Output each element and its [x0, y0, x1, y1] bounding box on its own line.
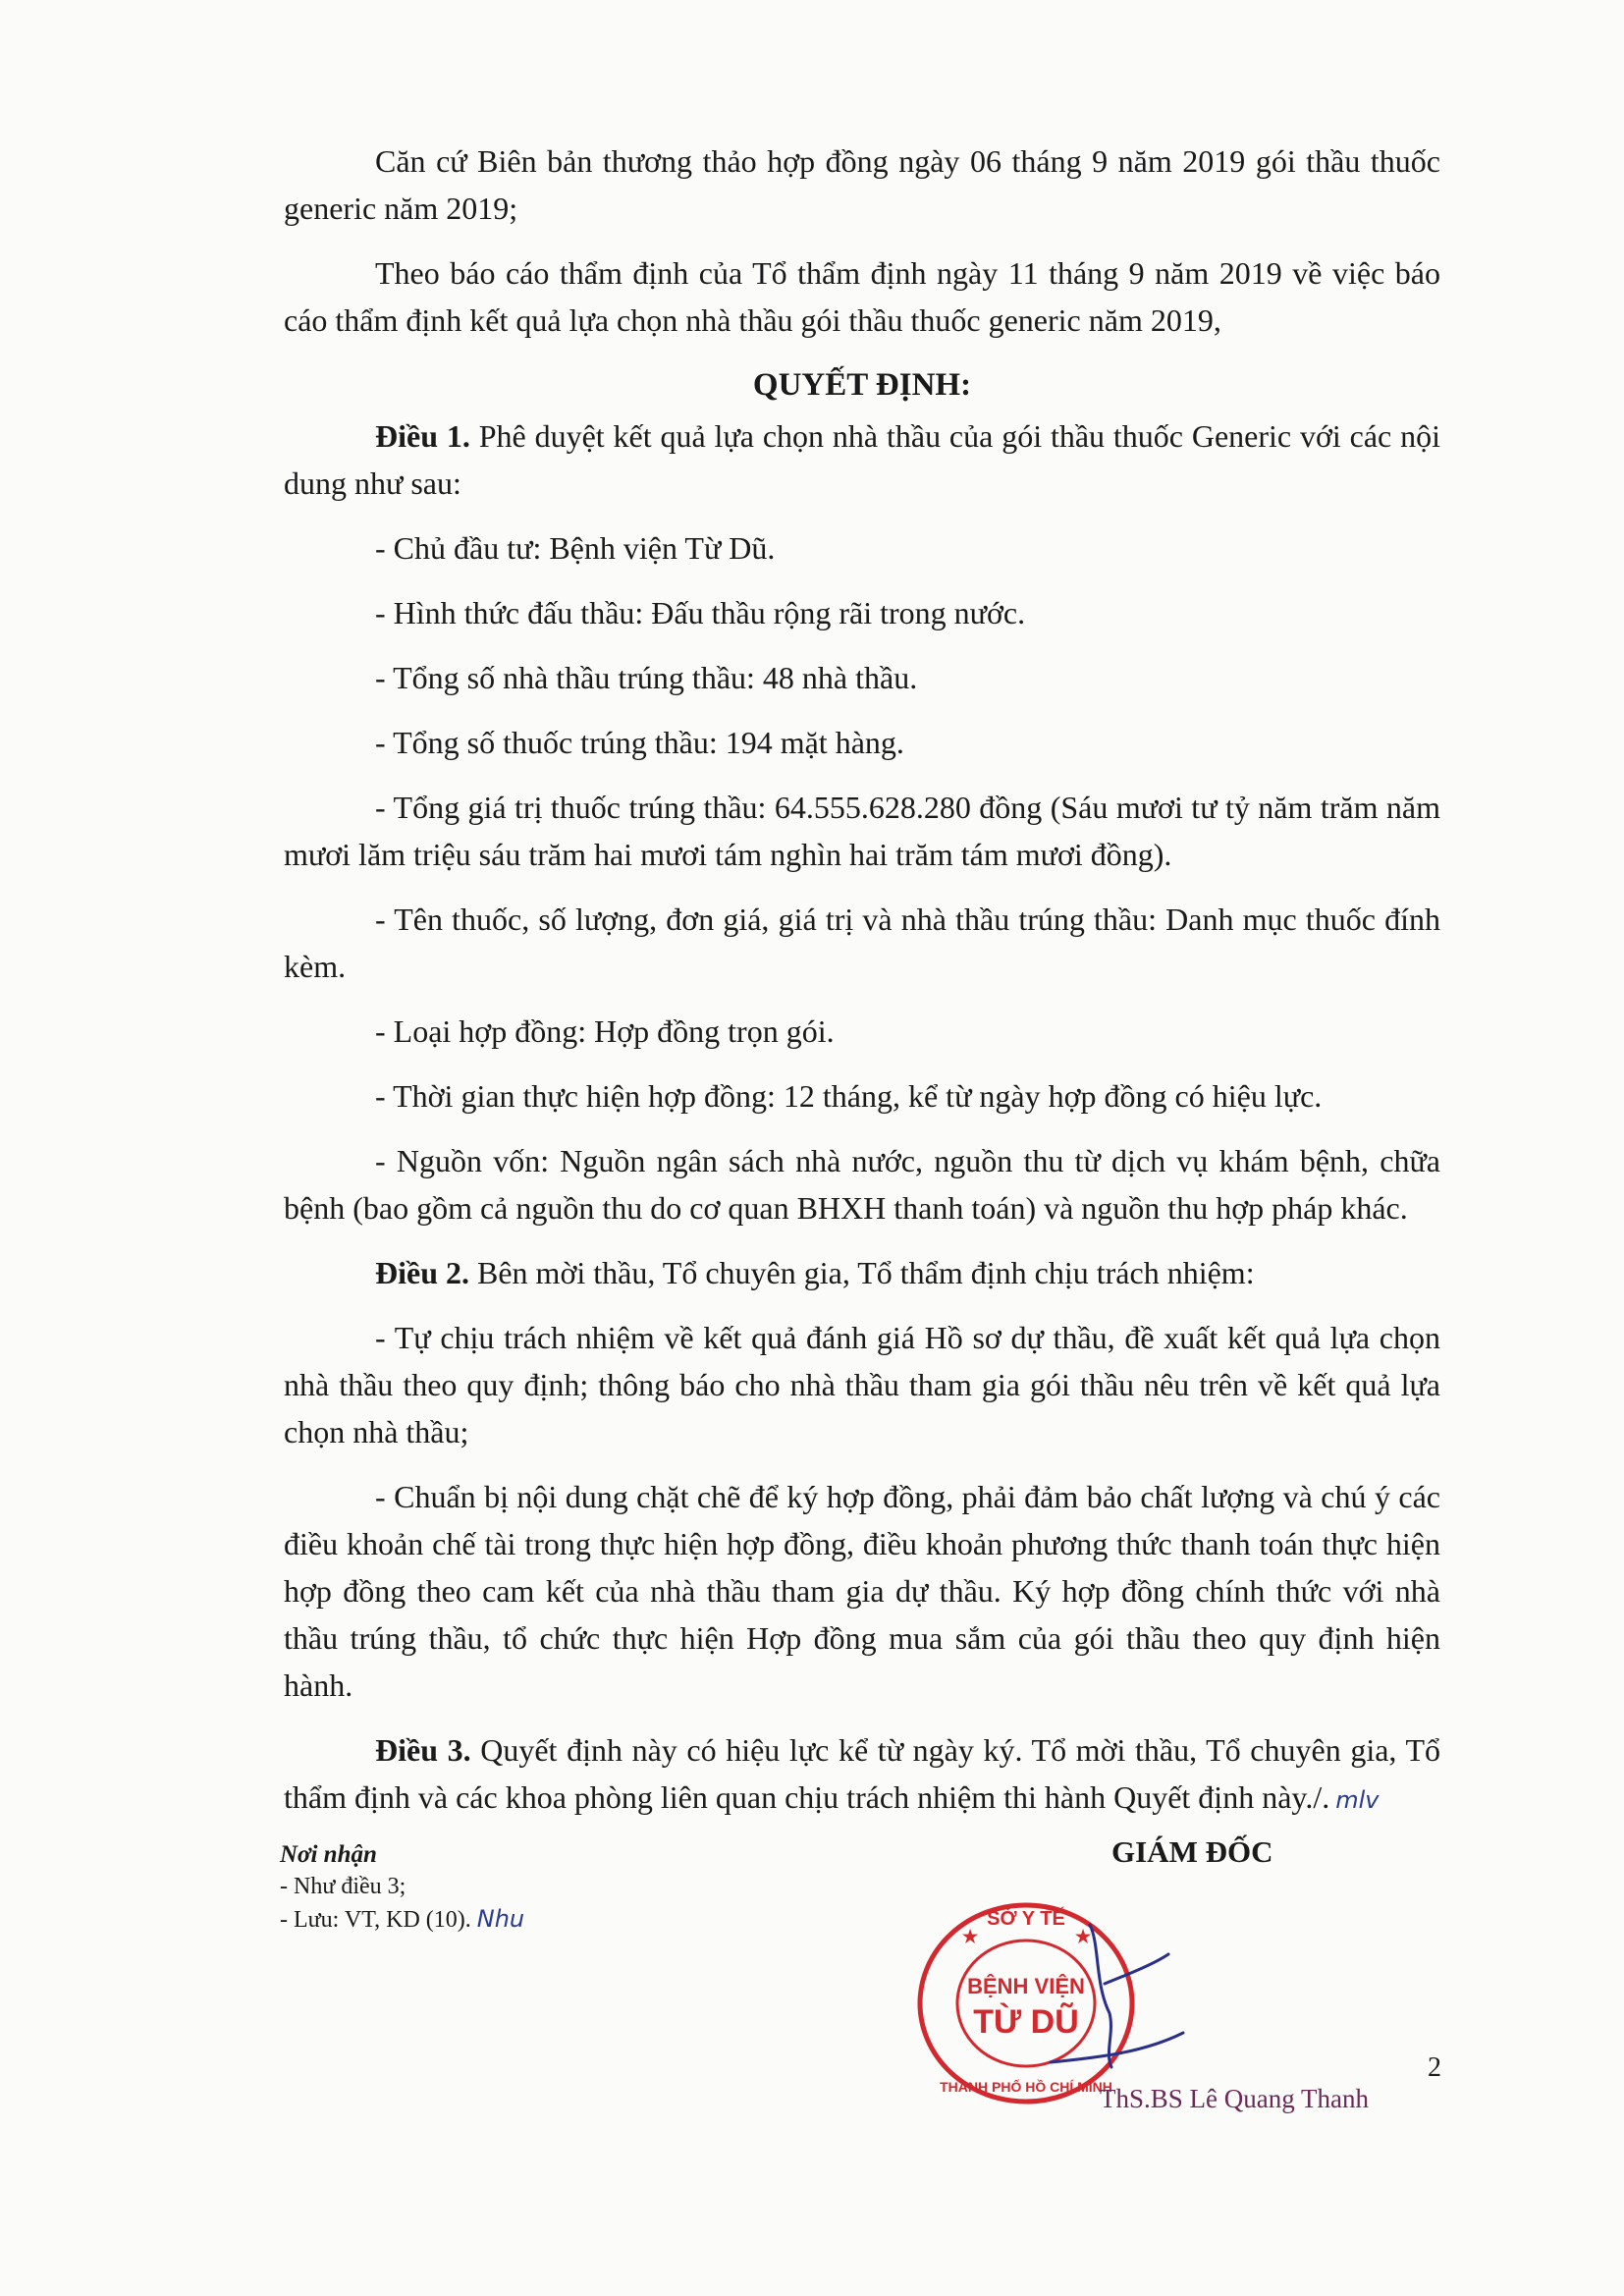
- article-1-item: - Tổng số thuốc trúng thầu: 194 mặt hàng.: [375, 725, 904, 760]
- recipient-line-text: - Lưu: VT, KD (10).: [280, 1907, 471, 1933]
- stamp-top-text: SỞ Y TẾ: [987, 1908, 1065, 1930]
- article-1-item: - Tên thuốc, số lượng, đơn giá, giá trị và nhà thầu trúng thầu: Danh mục thuốc đính kèm.: [284, 902, 1440, 984]
- signature-block: [940, 1827, 1434, 2160]
- article-1-item: - Loại hợp đồng: Hợp đồng trọn gói.: [375, 1013, 835, 1049]
- stamp-center-line1: BỆNH VIỆN: [967, 1974, 1085, 1998]
- stamp-center-line2: TỪ DŨ: [973, 2003, 1079, 2041]
- article-1-item: - Tổng số nhà thầu trúng thầu: 48 nhà thầu.: [375, 660, 918, 695]
- article-3: [284, 1726, 1440, 1824]
- article-2-item: - Chuẩn bị nội dung chặt chẽ để ký hợp đồng, phải đảm bảo chất lượng và chú ý các điều khoản chế tài trong thực hiện hợp đồng, điều khoản phương thức thanh toán thực hiện hợp đồng theo cam kết của nhà thầu tham gia dự thầu. Ký hợp đồng chính thức với nhà thầu trúng thầu, tổ chức thực hiện Hợp đồng mua sắm của gói thầu theo quy định hiện hành.: [284, 1479, 1440, 1703]
- page-number: 2: [1428, 2052, 1441, 2083]
- article-1-text: Phê duyệt kết quả lựa chọn nhà thầu của gói thầu thuốc Generic với các nội dung như sau:: [284, 418, 1440, 501]
- article-1-item: - Thời gian thực hiện hợp đồng: 12 tháng, kể từ ngày hợp đồng có hiệu lực.: [375, 1078, 1323, 1114]
- signer-name: ThS.BS Lê Quang Thanh: [1100, 2084, 1369, 2113]
- handwritten-initials: Nhu: [476, 1905, 525, 1933]
- handwritten-initials: mlv: [1335, 1786, 1380, 1814]
- signature-title: GIÁM ĐỐC: [1111, 1834, 1273, 1869]
- article-1-item: - Tổng giá trị thuốc trúng thầu: 64.555.628.280 đồng (Sáu mươi tư tỷ năm trăm năm mươi lăm triệu sáu trăm hai mươi tám nghìn hai trăm tám mươi đồng).: [284, 790, 1440, 872]
- article-1-item: - Nguồn vốn: Nguồn ngân sách nhà nước, nguồn thu từ dịch vụ khám bệnh, chữa bệnh (bao gồm cả nguồn thu do cơ quan BHXH thanh toán) và nguồn thu hợp pháp khác.: [284, 1143, 1440, 1226]
- article-2-label: Điều 2.: [375, 1255, 469, 1290]
- stamp-ring-text: THÀNH PHỐ HỒ CHÍ MINH: [940, 2079, 1112, 2095]
- paragraph-basis-appraisal: Theo báo cáo thẩm định của Tổ thẩm định ngày 11 tháng 9 năm 2019 về việc báo cáo thẩm định kết quả lựa chọn nhà thầu gói thầu thuốc generic năm 2019,: [284, 255, 1440, 338]
- document-body: [284, 137, 1440, 1841]
- article-2: [284, 1249, 1440, 1296]
- article-1-item: - Chủ đầu tư: Bệnh viện Từ Dũ.: [375, 530, 776, 566]
- svg-text:★: ★: [962, 1927, 979, 1946]
- article-3-label: Điều 3.: [375, 1732, 471, 1768]
- article-1-item: - Hình thức đấu thầu: Đấu thầu rộng rãi trong nước.: [375, 595, 1026, 630]
- recipients-block: [280, 1838, 524, 1937]
- paragraph-basis-negotiation: Căn cứ Biên bản thương thảo hợp đồng ngày 06 tháng 9 năm 2019 gói thầu thuốc generic năm 2019;: [284, 143, 1440, 226]
- article-1-label: Điều 1.: [375, 418, 470, 454]
- recipient-line: - Như điều 3;: [280, 1874, 406, 1899]
- article-1: [284, 412, 1440, 507]
- recipients-title: Nơi nhận: [280, 1841, 377, 1868]
- svg-text:★: ★: [1075, 1927, 1092, 1946]
- article-3-text: Quyết định này có hiệu lực kể từ ngày ký. Tổ mời thầu, Tổ chuyên gia, Tổ thẩm định và các khoa phòng liên quan chịu trách nhiệm thi hành Quyết định này./.: [284, 1732, 1441, 1815]
- article-2-text: Bên mời thầu, Tổ chuyên gia, Tổ thẩm định chịu trách nhiệm:: [469, 1255, 1255, 1290]
- article-2-item: - Tự chịu trách nhiệm về kết quả đánh giá Hồ sơ dự thầu, đề xuất kết quả lựa chọn nhà thầu theo quy định; thông báo cho nhà thầu tham gia gói thầu nêu trên về kết quả lựa chọn nhà thầu;: [284, 1320, 1440, 1449]
- decision-heading: QUYẾT ĐỊNH:: [752, 367, 972, 403]
- recipient-line: [280, 1903, 524, 1937]
